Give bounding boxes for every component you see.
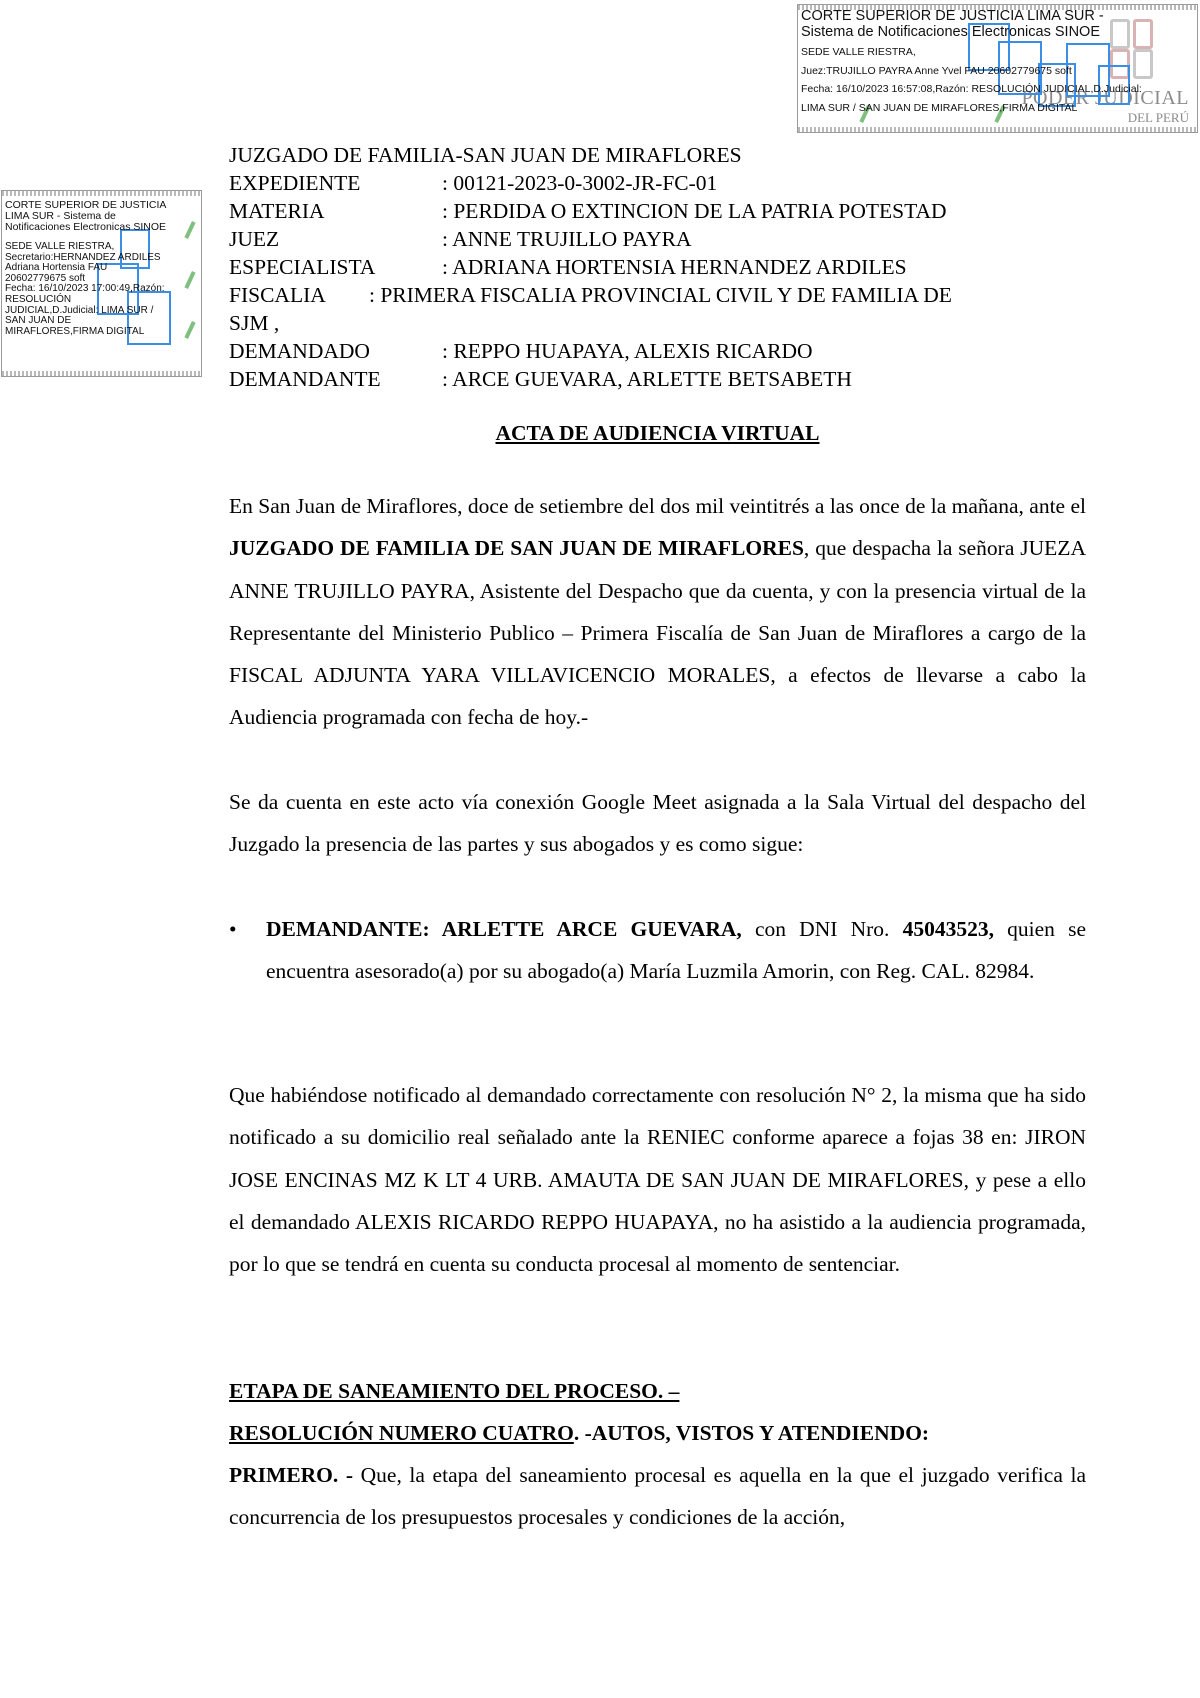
judiciary-logo: PODER JUDICIAL DEL PERÚ <box>1021 87 1189 125</box>
header-row-juez: JUEZ : ANNE TRUJILLO PAYRA <box>229 227 692 251</box>
header-row-demandado: DEMANDADO : REPPO HUAPAYA, ALEXIS RICARDO <box>229 339 813 363</box>
stamp-line: SEDE VALLE RIESTRA, <box>5 241 115 252</box>
header-row-demandante: DEMANDANTE : ARCE GUEVARA, ARLETTE BETSABETH <box>229 367 852 391</box>
stamp-line: SEDE VALLE RIESTRA, <box>801 46 916 58</box>
resolution-heading: RESOLUCIÓN NUMERO CUATRO. -AUTOS, VISTOS Y ATENDIENDO: <box>229 1421 930 1445</box>
digital-signature-stamp-judge <box>797 4 1198 133</box>
digital-signature-stamp-secretary <box>1 190 202 377</box>
stamp-line: CORTE SUPERIOR DE JUSTICIA LIMA SUR - <box>801 8 1104 24</box>
header-row-especialista: ESPECIALISTA : ADRIANA HORTENSIA HERNANDEZ ARDILES <box>229 255 907 279</box>
stamp-line: LIMA SUR / SAN JUAN DE MIRAFLORES,FIRMA DIGITAL <box>801 101 1078 114</box>
case-header <box>229 141 1086 393</box>
bullet-icon: • <box>229 917 237 941</box>
stamp-line: RESOLUCIÓN <box>5 293 72 305</box>
header-row-fiscalia: FISCALIA : PRIMERA FISCALIA PROVINCIAL CIVIL Y DE FAMILIA DE <box>229 283 952 307</box>
header-row-materia: MATERIA : PERDIDA O EXTINCION DE LA PATRIA POTESTAD <box>229 199 947 223</box>
header-row-expediente: EXPEDIENTE : 00121-2023-0-3002-JR-FC-01 <box>229 171 718 195</box>
stamp-line: Adriana Hortensia FAU <box>5 262 108 274</box>
stamp-line: Fecha: 16/10/2023 16:57:08,Razón: RESOLUCIÓN JUDICIAL,D.Judicial: <box>801 83 1142 95</box>
stamp-line: Notificaciones Electronicas SINOE <box>5 221 167 233</box>
stamp-line: LIMA SUR - Sistema de <box>5 210 116 222</box>
list-item-demandante: • DEMANDANTE: ARLETTE ARCE GUEVARA, con DNI Nro. 45043523, quien se encuentra asesorado(a) por su abogado(a) María Luzmila Amorin, con Reg. CAL. 82984. <box>229 908 1086 993</box>
stamp-line: CORTE SUPERIOR DE JUSTICIA <box>5 199 167 211</box>
stamp-line: SAN JUAN DE <box>5 315 72 327</box>
stamp-line: Secretario:HERNANDEZ ARDILES <box>5 251 161 263</box>
stamp-line: Fecha: 16/10/2023 17:00:49,Razón: <box>5 283 165 295</box>
stamp-line: MIRAFLORES,FIRMA DIGITAL <box>5 325 145 337</box>
document-title: ACTA DE AUDIENCIA VIRTUAL <box>495 421 820 445</box>
stamp-line: Sistema de Notificaciones Electronicas SINOE <box>801 24 1100 40</box>
stamp-line: JUDICIAL,D.Judicial: LIMA SUR / <box>5 304 154 316</box>
court-name: JUZGADO DE FAMILIA-SAN JUAN DE MIRAFLORES <box>229 143 742 167</box>
header-row-fiscalia-cont: SJM , <box>229 311 280 335</box>
paragraph-attendance: Se da cuenta en este acto vía conexión Google Meet asignada a la Sala Virtual del despacho del Juzgado la presencia de las partes y sus abogados y es como sigue: <box>229 790 1086 857</box>
stamp-line: 20602779675 soft <box>5 272 86 284</box>
paragraph-primero: PRIMERO. - Que, la etapa del saneamiento procesal es aquella en la que el juzgado verifica la concurrencia de los presupuestos procesales y condiciones de la acción, <box>229 1463 1086 1530</box>
paragraph-opening: En San Juan de Miraflores, doce de setiembre del dos mil veintitrés a las once de la mañana, ante el JUZGADO DE FAMILIA DE SAN JUAN DE MIRAFLORES, que despacha la señora JUEZA ANNE TRUJILLO PAYRA, Asistente del Despacho que da cuenta, y con la presencia virtual de la Representante del Ministerio Publico – Primera Fiscalía de San Juan de Miraflores a cargo de la FISCAL ADJUNTA YARA VILLAVICENCIO MORALES, a efectos de llevarse a cabo la Audiencia programada con fecha de hoy.- <box>229 494 1086 730</box>
stamp-line: Juez:TRUJILLO PAYRA Anne Yvel FAU 20602779675 soft <box>801 64 1072 77</box>
paragraph-notification: Que habiéndose notificado al demandado correctamente con resolución N° 2, la misma que ha sido notificado a su domicilio real señalado ante la RENIEC conforme aparece a fojas 38 en: JIRON JOSE ENCINAS MZ K LT 4 URB. AMAUTA DE SAN JUAN DE MIRAFLORES, y pese a ello el demandado ALEXIS RICARDO REPPO HUAPAYA, no ha asistido a la audiencia programada, por lo que se tendrá en cuenta su conducta procesal al momento de sentenciar. <box>229 1083 1086 1277</box>
section-heading: ETAPA DE SANEAMIENTO DEL PROCESO. – <box>229 1379 680 1403</box>
